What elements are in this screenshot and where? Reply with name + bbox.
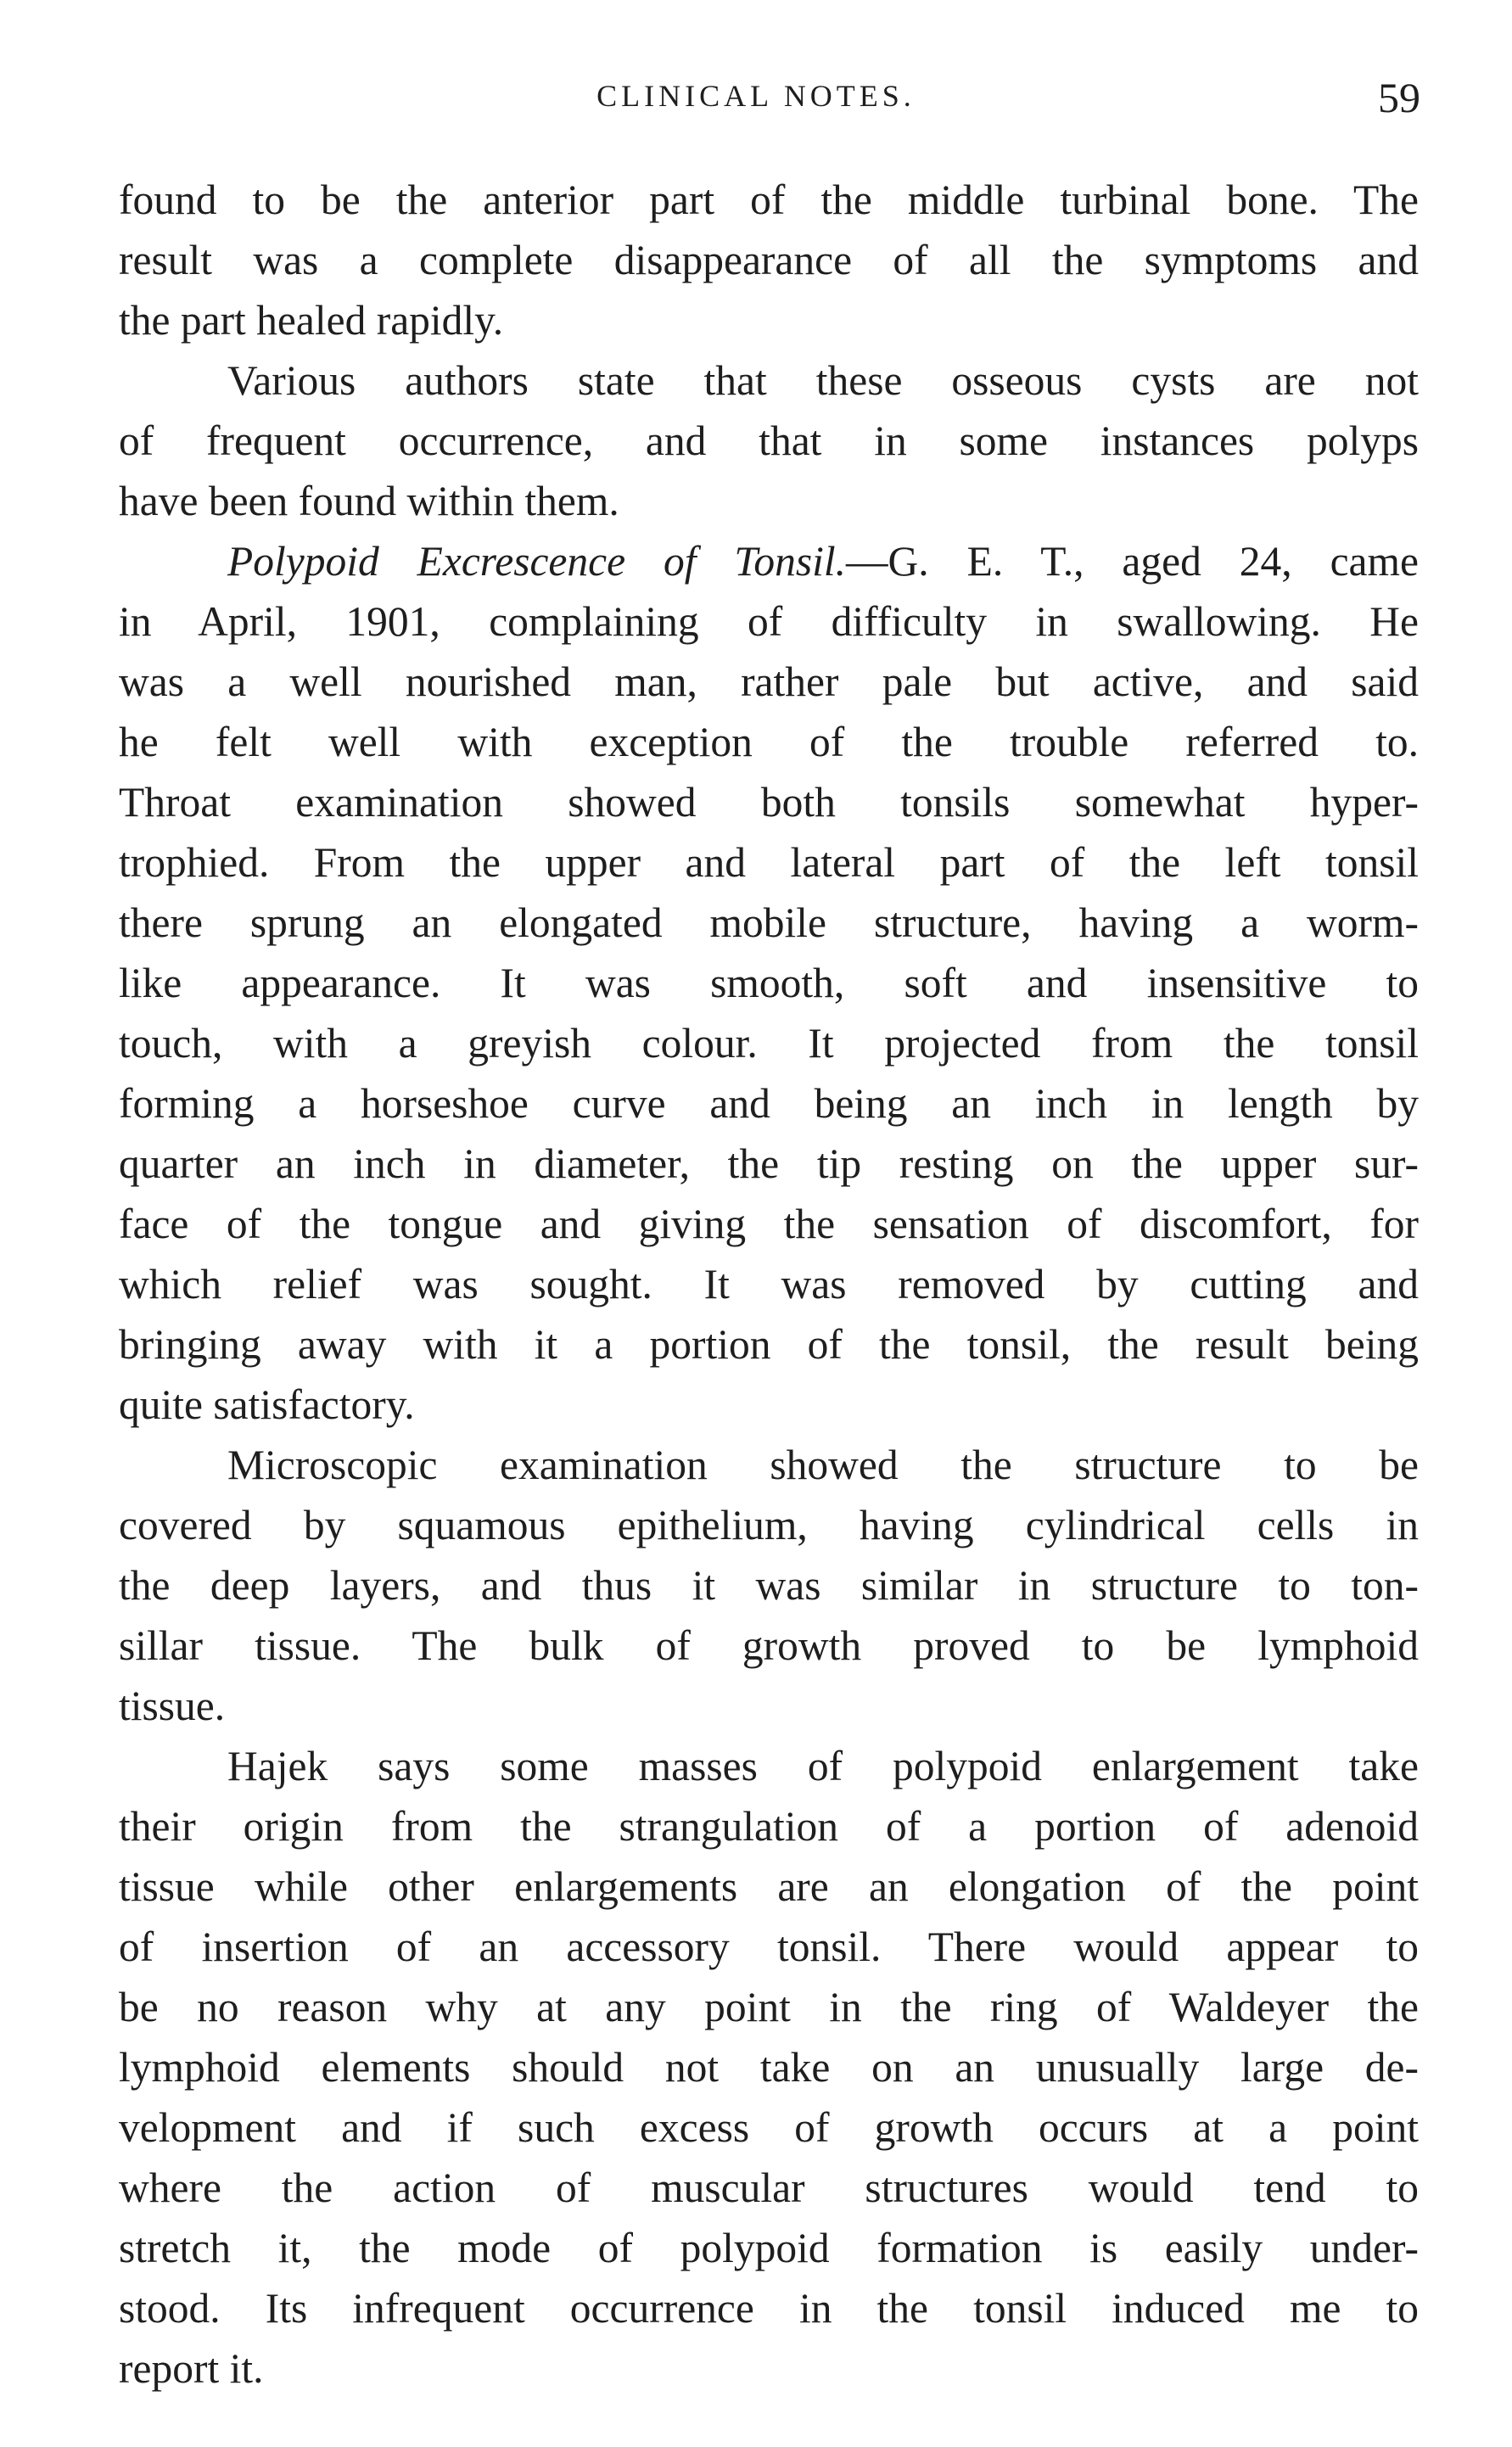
text-line: trophied. From the upper and lateral part of the left tonsil xyxy=(119,839,1419,886)
page-number: 59 xyxy=(1378,74,1420,121)
text-line: he felt well with exception of the trouble referred to. xyxy=(119,719,1419,765)
text-line: quarter an inch in diameter, the tip resting on the upper sur- xyxy=(119,1140,1419,1187)
text-line: the deep layers, and thus it was similar in structure to ton- xyxy=(119,1562,1419,1609)
text-line: result was a complete disappearance of all the symptoms and xyxy=(119,237,1419,283)
text-line: sillar tissue. The bulk of growth proved to be lymphoid xyxy=(119,1622,1419,1669)
text-line: Throat examination showed both tonsils somewhat hyper- xyxy=(119,779,1419,826)
text-line: covered by squamous epithelium, having cylindrical cells in xyxy=(119,1502,1419,1548)
text-line: there sprung an elongated mobile structure, having a worm- xyxy=(119,899,1419,946)
text-line: Hajek says some masses of polypoid enlargement take xyxy=(227,1743,1419,1789)
section-heading: Polypoid Excrescence of Tonsil. xyxy=(227,538,847,585)
text-line: be no reason why at any point in the ring of Waldeyer the xyxy=(119,1984,1419,2030)
text-line: the part healed rapidly. xyxy=(119,297,504,344)
text-line: of frequent occurrence, and that in some instances polyps xyxy=(119,417,1419,464)
text-line: bringing away with it a portion of the tonsil, the result being xyxy=(119,1321,1419,1368)
text-line: have been found within them. xyxy=(119,478,619,524)
text-line: their origin from the strangulation of a portion of adenoid xyxy=(119,1803,1419,1850)
text-line: which relief was sought. It was removed by cutting and xyxy=(119,1261,1419,1307)
text-line: velopment and if such excess of growth occurs at a point xyxy=(119,2104,1419,2151)
text-line: of insertion of an accessory tonsil. There would appear to xyxy=(119,1923,1419,1970)
text-line: quite satisfactory. xyxy=(119,1381,415,1428)
text-line: stretch it, the mode of polypoid formation is easily under- xyxy=(119,2225,1419,2271)
text-line: like appearance. It was smooth, soft and insensitive to xyxy=(119,960,1419,1006)
text-line: forming a horseshoe curve and being an inch in length by xyxy=(119,1080,1419,1127)
body-text xyxy=(119,170,1419,2399)
text-line: lymphoid elements should not take on an unusually large de- xyxy=(119,2044,1419,2091)
text-line: touch, with a greyish colour. It projected from the tonsil xyxy=(119,1020,1419,1067)
text-line: Various authors state that these osseous cysts are not xyxy=(227,357,1419,404)
text-line: Microscopic examination showed the structure to be xyxy=(227,1442,1419,1488)
text-line: report it. xyxy=(119,2345,264,2392)
text-line: where the action of muscular structures would tend to xyxy=(119,2164,1419,2211)
text-line: tissue while other enlargements are an elongation of the point xyxy=(119,1863,1419,1910)
text-line: was a well nourished man, rather pale but active, and said xyxy=(119,658,1419,705)
text-line: face of the tongue and giving the sensation of discomfort, for xyxy=(119,1201,1419,1247)
text-line: tissue. xyxy=(119,1683,226,1729)
heading-continuation: —G. E. T., aged 24, came xyxy=(846,538,1419,585)
text-line: stood. Its infrequent occurrence in the tonsil induced me to xyxy=(119,2285,1419,2332)
running-title: CLINICAL NOTES. xyxy=(596,79,916,113)
text-line: found to be the anterior part of the middle turbinal bone. The xyxy=(119,176,1419,223)
text-line: in April, 1901, complaining of difficulty in swallowing. He xyxy=(119,598,1419,645)
running-head xyxy=(0,74,1512,129)
section-heading-line xyxy=(119,531,1419,591)
